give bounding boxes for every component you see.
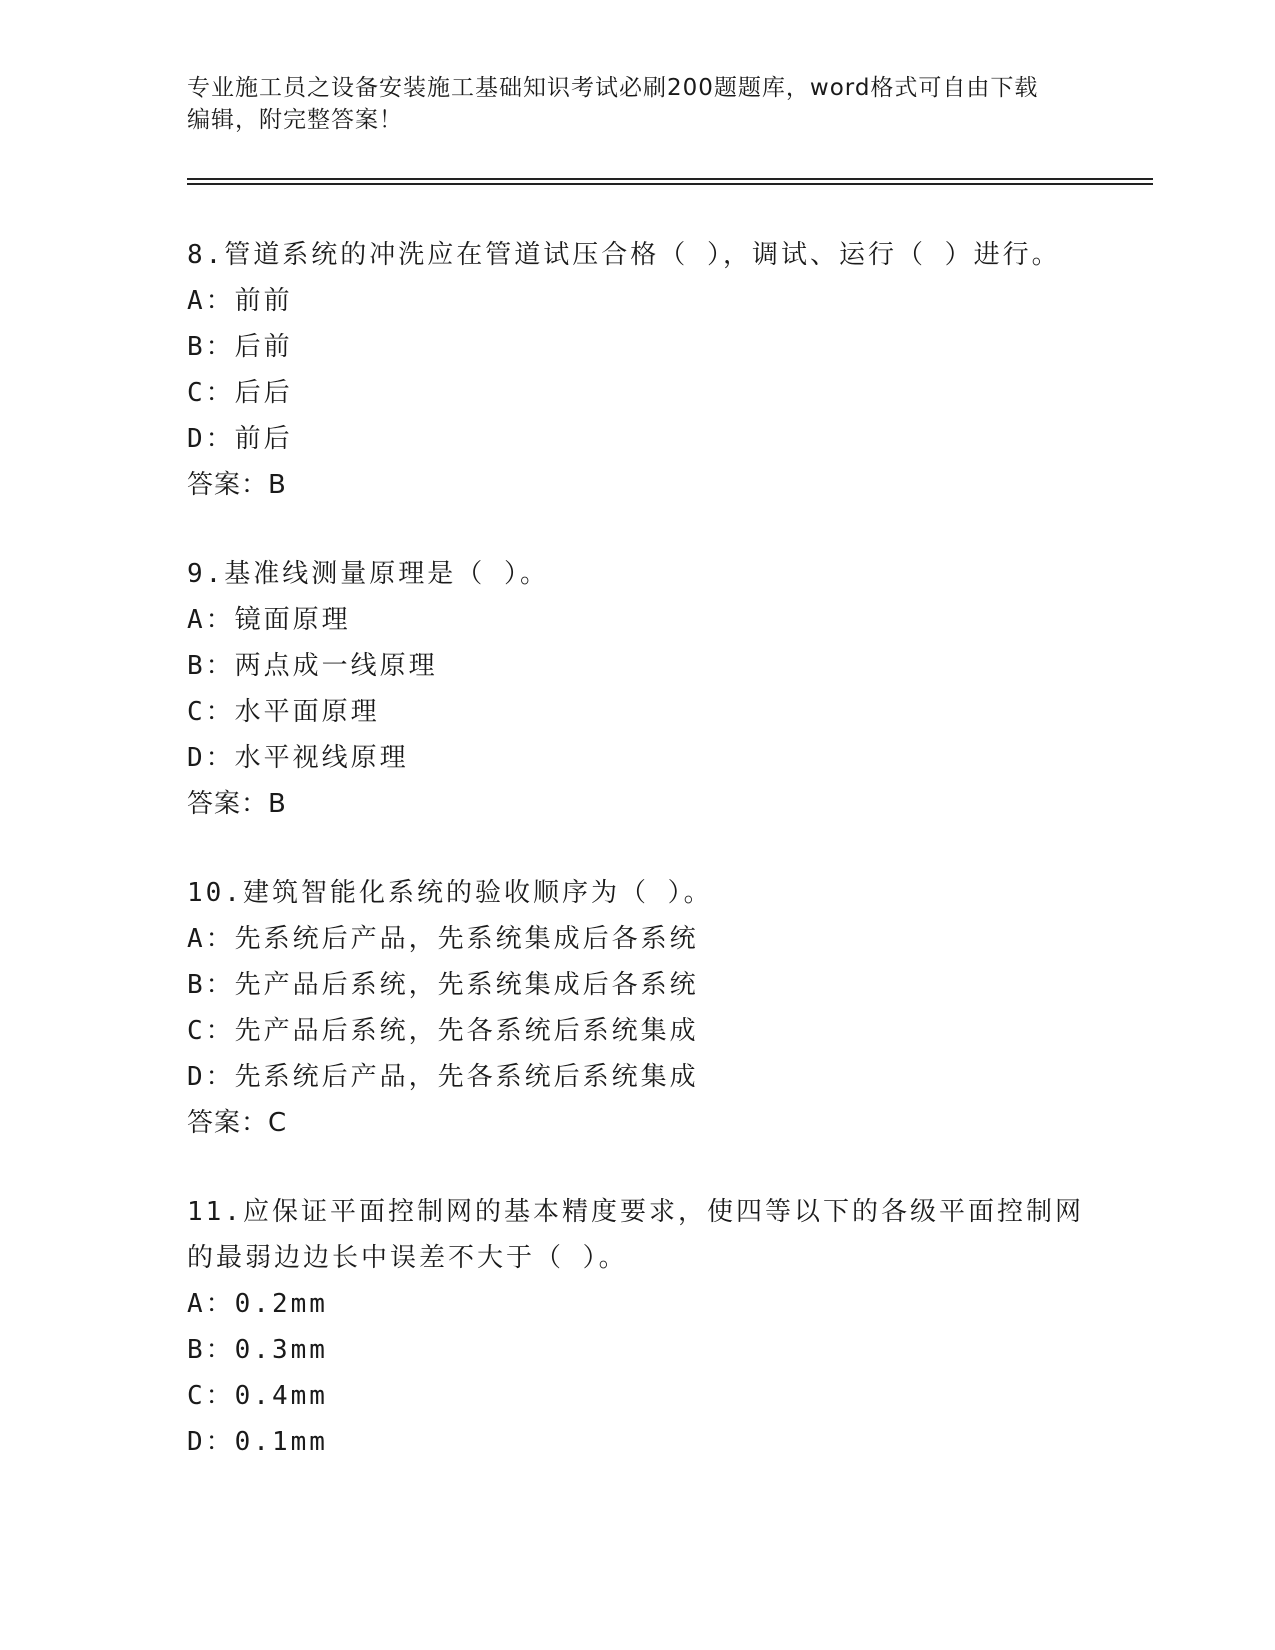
option-a — [187, 597, 1087, 643]
option-text: 水平面原理 — [234, 697, 380, 727]
option-text: 后后 — [234, 378, 293, 408]
option-key: A： — [187, 924, 235, 954]
option-text: 0.4mm — [234, 1381, 328, 1411]
option-a — [187, 916, 1087, 962]
option-key: C： — [187, 1381, 235, 1411]
option-key: D： — [187, 1062, 235, 1092]
question-10 — [187, 870, 1087, 1146]
option-text: 0.1mm — [234, 1427, 328, 1457]
option-text: 先系统后产品，先各系统后系统集成 — [234, 1062, 699, 1092]
answer-label: 答案：C — [187, 1108, 288, 1138]
option-text: 0.3mm — [234, 1335, 328, 1365]
option-key: D： — [187, 1427, 235, 1457]
option-key: C： — [187, 378, 235, 408]
option-text: 两点成一线原理 — [234, 651, 438, 681]
option-text: 先产品后系统，先各系统后系统集成 — [234, 1016, 699, 1046]
option-key: D： — [187, 424, 235, 454]
option-key: B： — [187, 970, 235, 1000]
option-key: D： — [187, 743, 235, 773]
question-stem: 10.建筑智能化系统的验收顺序为（ ）。 — [187, 878, 713, 908]
option-d — [187, 1054, 1087, 1100]
option-d — [187, 735, 1087, 781]
question-8 — [187, 232, 1087, 508]
option-key: A： — [187, 286, 235, 316]
option-key: A： — [187, 1289, 235, 1319]
option-key: A： — [187, 605, 235, 635]
answer-label: 答案：B — [187, 789, 287, 819]
option-b — [187, 643, 1087, 689]
header-divider-bottom — [187, 183, 1153, 185]
question-stem: 9.基准线测量原理是（ ）。 — [187, 559, 549, 589]
answer-label: 答案：B — [187, 470, 287, 500]
option-text: 先系统后产品，先系统集成后各系统 — [234, 924, 699, 954]
question-9 — [187, 551, 1087, 827]
header-title-line-1: 专业施工员之设备安装施工基础知识考试必刷200题题库，word格式可自由下载 — [187, 75, 1039, 101]
option-text: 镜面原理 — [234, 605, 351, 635]
option-key: B： — [187, 1335, 235, 1365]
option-b — [187, 962, 1087, 1008]
option-text: 后前 — [234, 332, 293, 362]
option-d — [187, 1419, 1087, 1465]
option-text: 前后 — [234, 424, 293, 454]
option-text: 前前 — [234, 286, 293, 316]
header-title-line-2: 编辑，附完整答案！ — [187, 107, 403, 133]
option-d — [187, 416, 1087, 462]
option-text: 水平视线原理 — [234, 743, 409, 773]
option-key: B： — [187, 651, 235, 681]
question-11 — [187, 1189, 1087, 1465]
option-key: C： — [187, 1016, 235, 1046]
document-header — [187, 72, 1087, 136]
option-key: B： — [187, 332, 235, 362]
option-c — [187, 1373, 1087, 1419]
option-text: 0.2mm — [234, 1289, 328, 1319]
option-a — [187, 278, 1087, 324]
option-c — [187, 689, 1087, 735]
option-a — [187, 1281, 1087, 1327]
option-c — [187, 370, 1087, 416]
option-b — [187, 324, 1087, 370]
option-b — [187, 1327, 1087, 1373]
option-c — [187, 1008, 1087, 1054]
option-text: 先产品后系统，先系统集成后各系统 — [234, 970, 699, 1000]
question-stem: 8.管道系统的冲洗应在管道试压合格（ ），调试、运行（ ）进行。 — [187, 240, 1061, 270]
option-key: C： — [187, 697, 235, 727]
header-divider-top — [187, 178, 1153, 180]
question-stem: 11.应保证平面控制网的基本精度要求，使四等以下的各级平面控制网的最弱边边长中误差不大于（ ）。 — [187, 1197, 1084, 1273]
